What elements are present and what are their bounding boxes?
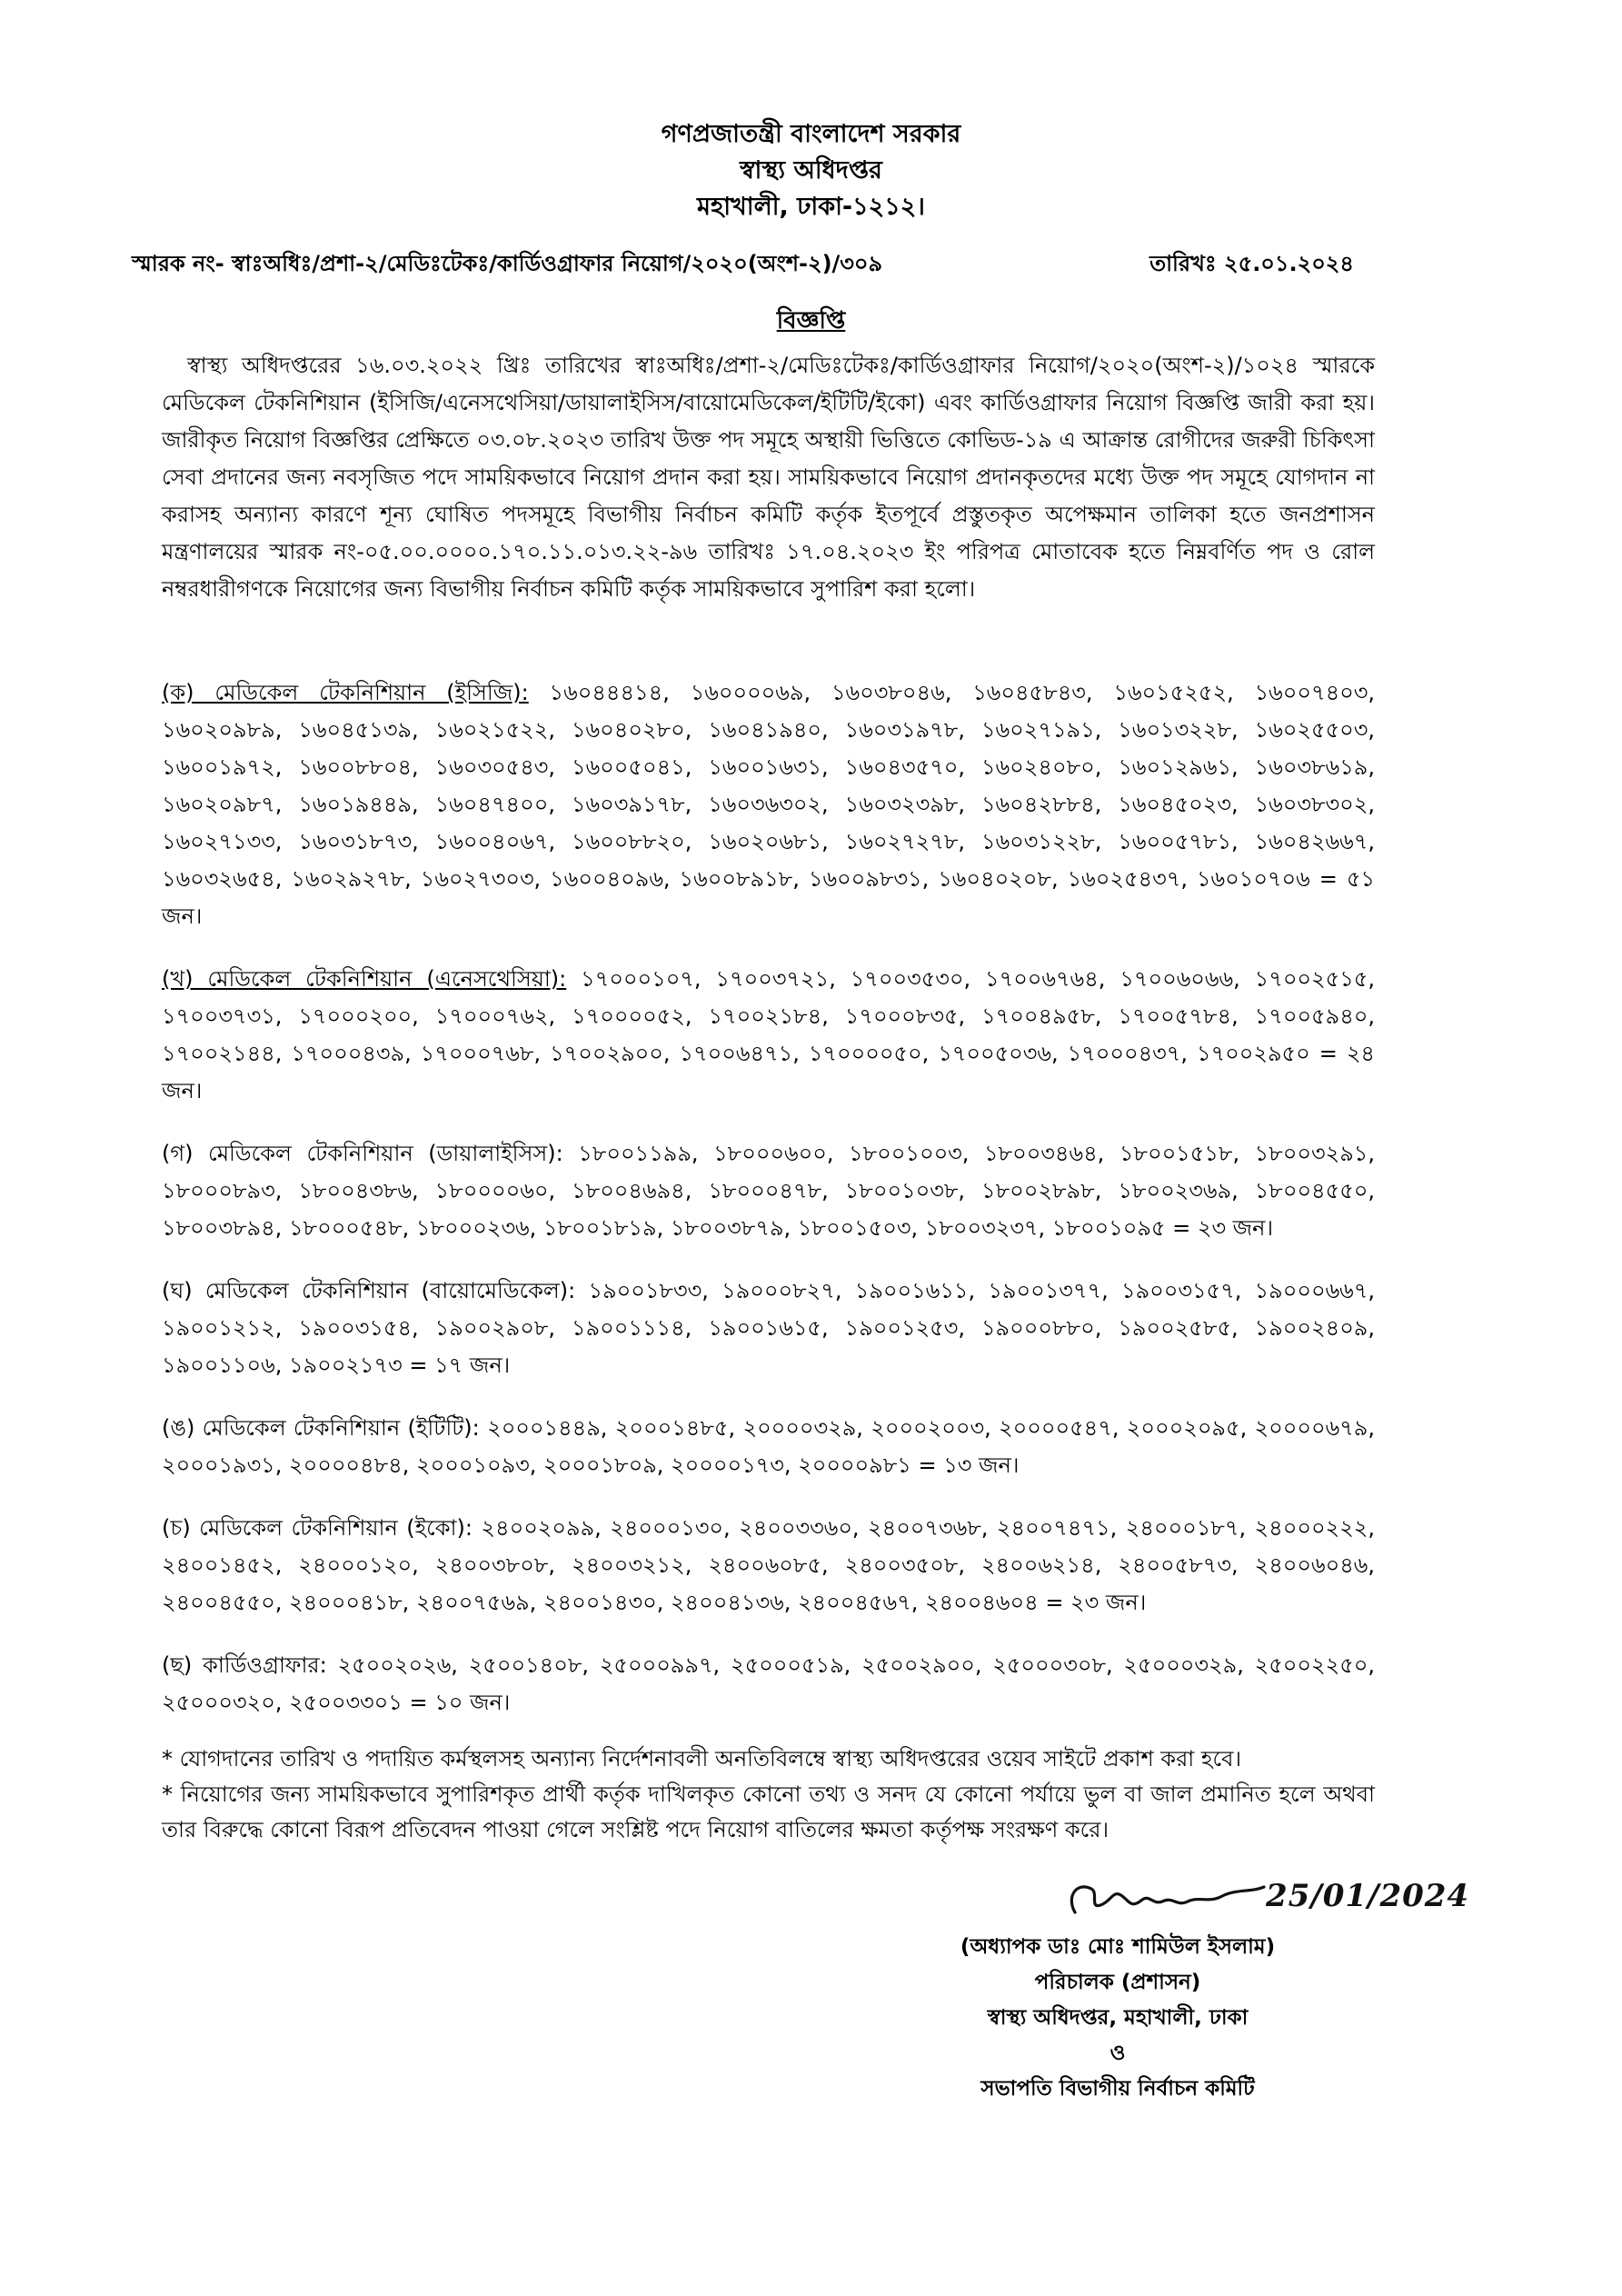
recommendation-sections — [162, 674, 1375, 1747]
note-item: * নিয়োগের জন্য সাময়িকভাবে সুপারিশকৃত প্রার্থী কর্তৃক দাখিলকৃত কোনো তথ্য ও সনদ যে কোনো পর্যায়ে ভুল বা জাল প্রমানিত হলে অথবা তার বিরুদ্ধে কোনো বিরূপ প্রতিবেদন পাওয়া গেলে সংশ্লিষ্ট পদে নিয়োগ বাতিলের ক্ষমতা কর্তৃপক্ষ সংরক্ষণ করে। — [162, 1782, 1375, 1842]
section-ecg — [162, 674, 1375, 935]
section-label: (ঙ) মেডিকেল টেকনিশিয়ান (ইটিটি): — [162, 1415, 480, 1441]
roll-list: ১৯০০১৮৩৩, ১৯০০০৮২৭, ১৯০০১৬১১, ১৯০০১৩৭৭, ১৯০০৩১৫৭, ১৯০০০৬৬৭, ১৯০০১২১২, ১৯০০৩১৫৪, ১৯০০২৯০৮, ১৯০০১১১৪, ১৯০০১৬১৫, ১৯০০১২৫৩, ১৯০০০৮৮০, ১৯০০২৫৮৫, ১৯০০২৪০৯, ১৯০০১১০৬, ১৯০০২১৭৩ = ১৭ জন। — [162, 1278, 1376, 1378]
section-cardiographer — [162, 1647, 1375, 1722]
roll-list: ১৮০০১১৯৯, ১৮০০০৬০০, ১৮০০১০০৩, ১৮০০৩৪৬৪, ১৮০০১৫১৮, ১৮০০৩২৯১, ১৮০০০৮৯৩, ১৮০০৪৩৮৬, ১৮০০০০৬০, ১৮০০৪৬৯৪, ১৮০০০৪৭৮, ১৮০০১০৩৮, ১৮০০২৮৯৮, ১৮০০২৩৬৯, ১৮০০৪৫৫০, ১৮০০৩৮৯৪, ১৮০০০৫৪৮, ১৮০০০২৩৬, ১৮০০১৮১৯, ১৮০০৩৮৭৯, ১৮০০১৫০৩, ১৮০০৩২৩৭, ১৮০০১০৯৫ = ২৩ জন। — [162, 1141, 1375, 1241]
section-label: (চ) মেডিকেল টেকনিশিয়ান (ইকো): — [162, 1515, 473, 1541]
signatory-name: (অধ্যাপক ডাঃ মোঃ শামিউল ইসলাম) — [960, 1935, 1276, 1959]
section-label: (ঘ) মেডিকেল টেকনিশিয়ান (বায়োমেডিকেল): — [162, 1278, 576, 1303]
directorate-name: স্বাস্থ্য অধিদপ্তর — [740, 156, 882, 185]
section-echo — [162, 1510, 1375, 1622]
section-dialysis — [162, 1135, 1375, 1247]
signatory-role: সভাপতি বিভাগীয় নির্বাচন কমিটি — [980, 2077, 1255, 2101]
section-label: (ছ) কার্ডিওগ্রাফার: — [162, 1652, 327, 1678]
section-label: (ক) মেডিকেল টেকনিশিয়ান (ইসিজি): — [162, 680, 529, 705]
signatory-designation: পরিচালক (প্রশাসন) — [1034, 1971, 1201, 1994]
memo-date: তারিখঃ ২৫.০১.২০২৪ — [1149, 251, 1354, 276]
roll-list: ২০০০১৪৪৯, ২০০০১৪৮৫, ২০০০০৩২৯, ২০০০২০০৩, ২০০০০৫৪৭, ২০০০২০৯৫, ২০০০০৬৭৯, ২০০০১৯৩১, ২০০০০৪৮৪, ২০০০১০৯৩, ২০০০১৮০৯, ২০০০০১৭৩, ২০০০০৯৮১ = ১৩ জন। — [162, 1415, 1375, 1478]
section-ett — [162, 1410, 1375, 1484]
handwritten-signature — [1059, 1869, 1470, 1932]
notes — [162, 1742, 1375, 1848]
signature-scribble-icon — [1059, 1869, 1277, 1932]
office-address: মহাখালী, ঢাকা-১২১২। — [697, 193, 925, 221]
memo-reference: স্মারক নং- স্বাঃঅধিঃ/প্রশা-২/মেডিঃটেকঃ/কার্ডিওগ্রাফার নিয়োগ/২০২০(অংশ-২)/৩০৯ — [132, 251, 883, 276]
government-name: গণপ্রজাতন্ত্রী বাংলাদেশ সরকার — [661, 120, 961, 148]
notice-title: বিজ্ঞপ্তি — [776, 307, 846, 334]
signatory-office: স্বাস্থ্য অধিদপ্তর, মহাখালী, ঢাকা — [987, 2006, 1249, 2030]
section-label: (খ) মেডিকেল টেকনিশিয়ান (এনেসথেসিয়া): — [162, 966, 567, 992]
roll-list: ১৭০০০১০৭, ১৭০০৩৭২১, ১৭০০৩৫৩০, ১৭০০৬৭৬৪, ১৭০০৬০৬৬, ১৭০০২৫১৫, ১৭০০৩৭৩১, ১৭০০০২০০, ১৭০০০৭৬২, ১৭০০০০৫২, ১৭০০২১৮৪, ১৭০০০৮৩৫, ১৭০০৪৯৫৮, ১৭০০৫৭৮৪, ১৭০০৫৯৪০, ১৭০০২১৪৪, ১৭০০০৪৩৯, ১৭০০০৭৬৮, ১৭০০২৯০০, ১৭০০৬৪৭১, ১৭০০০০৫০, ১৭০০৫০৩৬, ১৭০০০৪৩৭, ১৭০০২৯৫০ = ২৪ জন। — [162, 966, 1375, 1103]
section-label: (গ) মেডিকেল টেকনিশিয়ান (ডায়ালাইসিস): — [162, 1141, 563, 1166]
note-item: * যোগদানের তারিখ ও পদায়িত কর্মস্থলসহ অন্যান্য নির্দেশনাবলী অনতিবিলম্বে স্বাস্থ্য অধিদপ্তরের ওয়েব সাইটে প্রকাশ করা হবে। — [162, 1746, 1242, 1772]
letterhead — [0, 116, 1622, 225]
roll-list: ২৫০০২০২৬, ২৫০০১৪০৮, ২৫০০০৯৯৭, ২৫০০০৫১৯, ২৫০০২৯০০, ২৫০০০৩০৮, ২৫০০০৩২৯, ২৫০০২২৫০, ২৫০০০৩২০, ২৫০০৩৩০১ = ১০ জন। — [162, 1652, 1375, 1715]
section-biomedical — [162, 1273, 1375, 1384]
memo-row — [132, 247, 1354, 284]
roll-list: ২৪০০২০৯৯, ২৪০০০১৩০, ২৪০০৩৩৬০, ২৪০০৭৩৬৮, ২৪০০৭৪৭১, ২৪০০০১৮৭, ২৪০০০২২২, ২৪০০১৪৫২, ২৪০০০১২০, ২৪০০৩৮০৮, ২৪০০৩২১২, ২৪০০৬০৮৫, ২৪০০৩৫০৮, ২৪০০৬২১৪, ২৪০০৫৮৭৩, ২৪০০৬০৪৬, ২৪০০৪৫৫০, ২৪০০০৪১৮, ২৪০০৭৫৬৯, ২৪০০১৪৩০, ২৪০০৪১৩৬, ২৪০০৪৫৬৭, ২৪০০৪৬০৪ = ২৩ জন। — [162, 1515, 1375, 1615]
signatory-conjunction: ও — [1110, 2041, 1126, 2065]
roll-list: ১৬০৪৪৪১৪, ১৬০০০০৬৯, ১৬০৩৮০৪৬, ১৬০৪৫৮৪৩, ১৬০১৫২৫২, ১৬০০৭৪০৩, ১৬০২০৯৮৯, ১৬০৪৫১৩৯, ১৬০২১৫২২, ১৬০৪০২৮০, ১৬০৪১৯৪০, ১৬০৩১৯৭৮, ১৬০২৭১৯১, ১৬০১৩২২৮, ১৬০২৫৫০৩, ১৬০০১৯৭২, ১৬০০৮৮০৪, ১৬০৩০৫৪৩, ১৬০০৫০৪১, ১৬০০১৬৩১, ১৬০৪৩৫৭০, ১৬০২৪০৮০, ১৬০১২৯৬১, ১৬০৩৮৬১৯, ১৬০২০৯৮৭, ১৬০১৯৪৪৯, ১৬০৪৭৪০০, ১৬০৩৯১৭৮, ১৬০৩৬৩০২, ১৬০৩২৩৯৮, ১৬০৪২৮৮৪, ১৬০৪৫০২৩, ১৬০৩৮৩০২, ১৬০২৭১৩৩, ১৬০৩১৮৭৩, ১৬০০৪০৬৭, ১৬০০৮৮২০, ১৬০২০৬৮১, ১৬০২৭২৭৮, ১৬০৩১২২৮, ১৬০০৫৭৮১, ১৬০৪২৬৬৭, ১৬০৩২৬৫৪, ১৬০২৯২৭৮, ১৬০২৭৩০৩, ১৬০০৪০৯৬, ১৬০০৮৯১৮, ১৬০০৯৮৩১, ১৬০৪০২০৮, ১৬০২৫৪৩৭, ১৬০১০৭০৬ = ৫১ জন। — [162, 680, 1375, 929]
signature-date: 25/01/2024 — [1266, 1878, 1470, 1914]
section-anesthesia — [162, 961, 1375, 1110]
signatory-block — [909, 1930, 1327, 2107]
notice-body: স্বাস্থ্য অধিদপ্তরের ১৬.০৩.২০২২ খ্রিঃ তারিখের স্বাঃঅধিঃ/প্রশা-২/মেডিঃটেকঃ/কার্ডিওগ্রাফার নিয়োগ/২০২০(অংশ-২)/১০২৪ স্মারকে মেডিকেল টেকনিশিয়ান (ইসিজি/এনেসথেসিয়া/ডায়ালাইসিস/বায়োমেডিকেল/ইটিটি/ইকো) এবং কার্ডিওগ্রাফার নিয়োগ বিজ্ঞপ্তি জারী করা হয়। জারীকৃত নিয়োগ বিজ্ঞপ্তির প্রেক্ষিতে ০৩.০৮.২০২৩ তারিখ উক্ত পদ সমূহে অস্থায়ী ভিত্তিতে কোভিড-১৯ এ আক্রান্ত রোগীদের জরুরী চিকিৎসা সেবা প্রদানের জন্য নবসৃজিত পদে সাময়িকভাবে নিয়োগ প্রদান করা হয়। সাময়িকভাবে নিয়োগ প্রদানকৃতদের মধ্যে উক্ত পদ সমূহে যোগদান না করাসহ অন্যান্য কারণে শূন্য ঘোষিত পদসমূহে বিভাগীয় নির্বাচন কমিটি কর্তৃক ইতপূর্বে প্রস্তুতকৃত অপেক্ষমান তালিকা হতে জনপ্রশাসন মন্ত্রণালয়ের স্মারক নং-০৫.০০.০০০০.১৭০.১১.০১৩.২২-৯৬ তারিখঃ ১৭.০৪.২০২৩ ইং পরিপত্র মোতাবেক হতে নিম্নবর্ণিত পদ ও রোল নম্বরধারীগণকে নিয়োগের জন্য বিভাগীয় নির্বাচন কমিটি কর্তৃক সাময়িকভাবে সুপারিশ করা হলো। — [162, 353, 1375, 602]
